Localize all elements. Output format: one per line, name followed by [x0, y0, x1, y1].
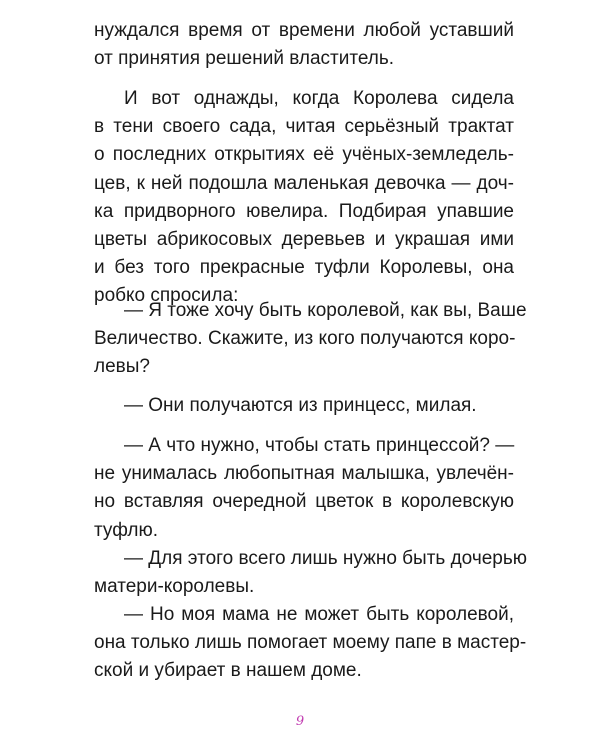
text-line: — Для этого всего лишь нужно быть дочерью	[124, 548, 528, 569]
text-line: цветы абрикосовых деревьев и украшая ими	[94, 229, 514, 251]
text-line: матери-королевы.	[94, 576, 255, 598]
text-line: не унималась любопытная малышка, увлечён-	[94, 463, 514, 485]
text-line: нуждался время от времени любой уставший	[94, 20, 514, 41]
paragraph-7	[94, 601, 527, 686]
text-line: — Они получаются из принцесс, милая.	[124, 395, 477, 416]
paragraph-3	[94, 297, 527, 382]
text-line: — Но моя мама не может быть королевой,	[124, 604, 514, 625]
text-line: цев, к ней подошла маленькая девочка — доч-	[94, 172, 514, 194]
text-line: ской и убирает в нашем доме.	[94, 660, 362, 682]
text-line: от принятия решений властитель.	[94, 48, 395, 70]
paragraph-4	[94, 392, 514, 420]
text-line: она только лишь помогает моему папе в мастер-	[94, 632, 527, 654]
paragraph-6	[94, 545, 528, 601]
text-line: — Я тоже хочу быть королевой, как вы, Ваше	[124, 300, 527, 321]
text-line: о последних открытиях её учёных-земледель-	[94, 144, 514, 166]
paragraph-1	[94, 17, 514, 73]
text-line: и без того прекрасные туфли Королевы, она	[94, 257, 514, 279]
paragraph-5	[94, 432, 514, 545]
text-line: в тени своего сада, читая серьёзный трактат	[94, 116, 514, 138]
page-number: 9	[295, 714, 305, 729]
text-line: туфлю.	[94, 519, 159, 541]
text-line: — А что нужно, чтобы стать принцессой? —	[124, 435, 515, 456]
text-line: ка придворного ювелира. Подбирая упавшие	[94, 200, 514, 222]
text-line: И вот однажды, когда Королева сидела	[124, 88, 514, 109]
text-line: Величество. Скажите, из кого получаются коро-	[94, 328, 516, 350]
paragraph-2	[94, 85, 514, 311]
text-line: левы?	[94, 356, 150, 378]
text-line: робко спросила:	[94, 285, 239, 307]
text-line: но вставляя очередной цветок в королевскую	[94, 491, 514, 513]
